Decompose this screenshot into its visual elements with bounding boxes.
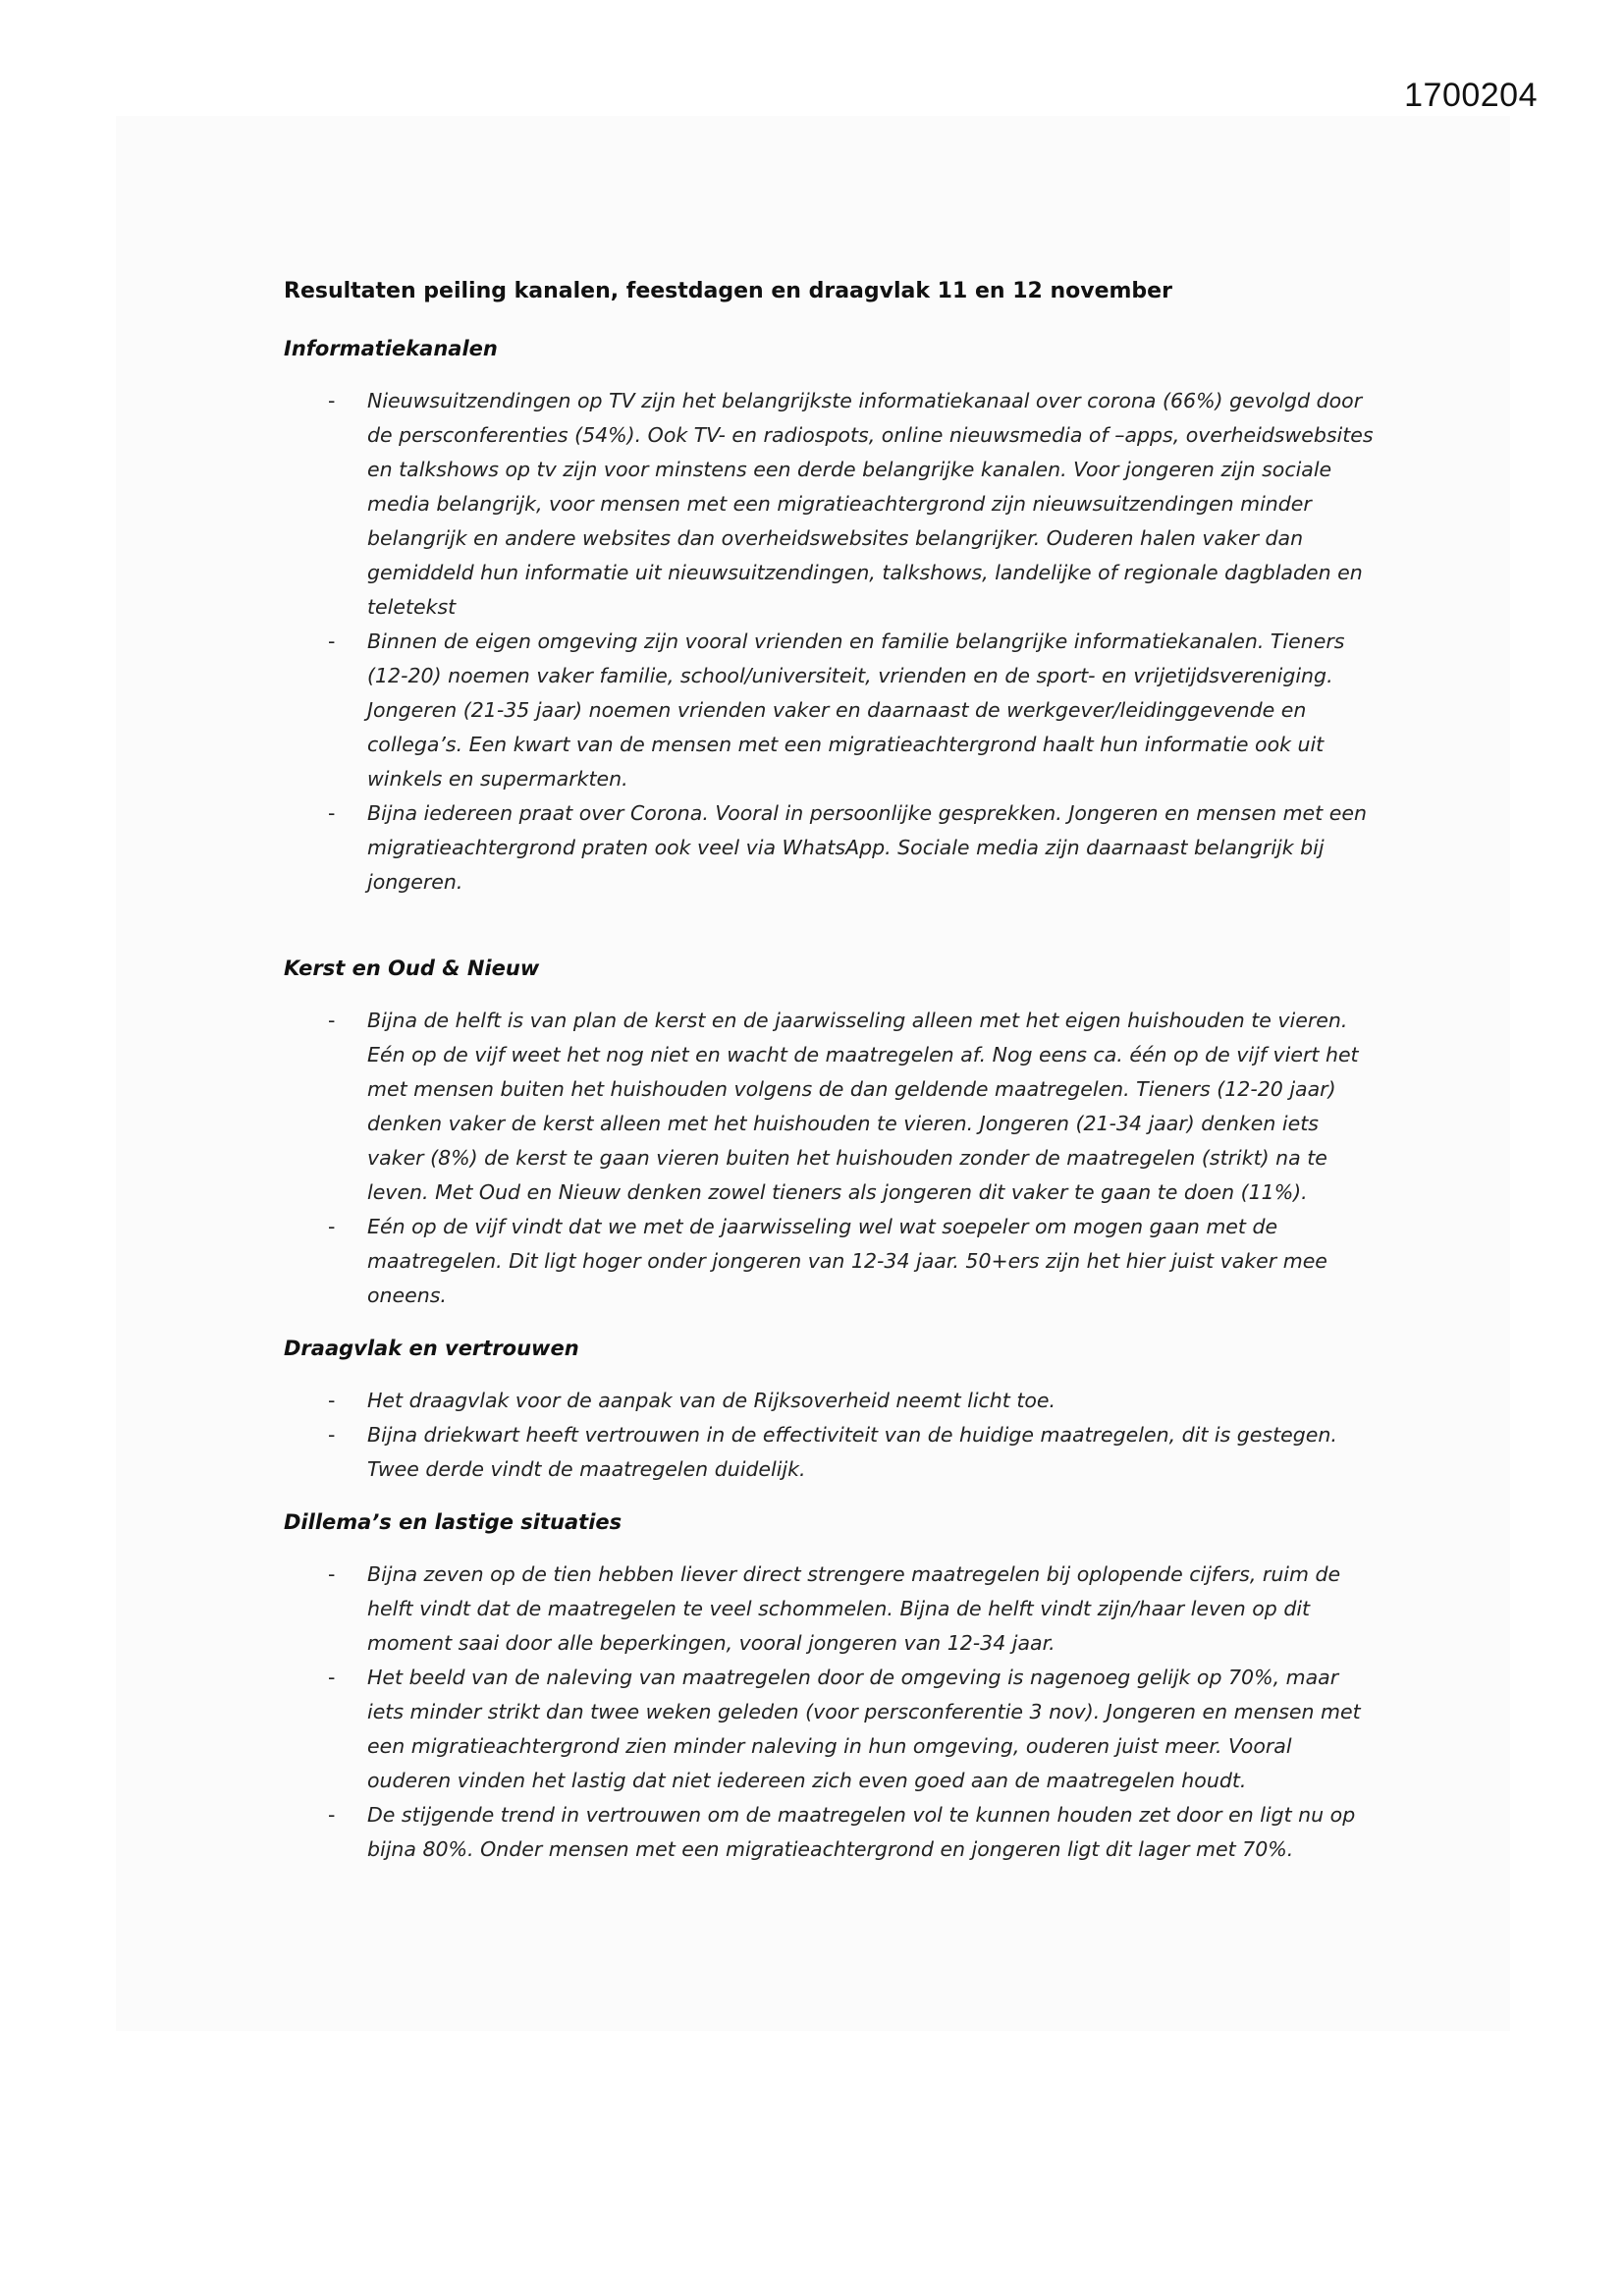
section-heading: Kerst en Oud & Nieuw xyxy=(284,957,540,980)
section-kerst-oud-nieuw xyxy=(284,957,1374,1313)
dash-bullet: - xyxy=(328,629,336,653)
dash-bullet: - xyxy=(328,1389,336,1412)
section-informatiekanalen xyxy=(284,337,1374,900)
list-item xyxy=(284,384,1374,625)
section-draagvlak xyxy=(284,1337,1374,1487)
dash-bullet: - xyxy=(328,1215,336,1238)
bullet-list xyxy=(284,1004,1374,1313)
document-title: Resultaten peiling kanalen, feestdagen en draagvlak 11 en 12 november xyxy=(284,279,1172,303)
section-heading: Informatiekanalen xyxy=(284,337,498,360)
dash-bullet: - xyxy=(328,1009,336,1032)
list-item-text: Bijna de helft is van plan de kerst en de jaarwisseling alleen met het eigen huishouden te vieren. Eén op de vijf weet het nog niet en wacht de maatregelen af. Nog eens ca. één op de vijf viert het met mensen buiten het huishouden volgens de dan geldende maatregelen. Tieners (12-20 jaar) denken vaker de kerst alleen met het huishouden te vieren. Jongeren (21-34 jaar) denken iets vaker (8%) de kerst te gaan vieren buiten het huishouden zonder de maatregelen (strikt) na te leven. Met Oud en Nieuw denken zowel tieners als jongeren dit vaker te gaan te doen (11%). xyxy=(367,1009,1359,1204)
dash-bullet: - xyxy=(328,1666,336,1689)
section-dilemmas xyxy=(284,1510,1374,1867)
document-number: 1700204 xyxy=(1404,77,1538,114)
spacer xyxy=(284,1487,1374,1510)
section-heading: Dillema’s en lastige situaties xyxy=(284,1510,623,1534)
spacer xyxy=(284,1313,1374,1337)
dash-bullet: - xyxy=(328,1562,336,1586)
dash-bullet: - xyxy=(328,801,336,825)
bullet-list xyxy=(284,1558,1374,1867)
list-item-text: De stijgende trend in vertrouwen om de maatregelen vol te kunnen houden zet door en ligt nu op bijna 80%. Onder mensen met een migratieachtergrond en jongeren ligt dit lager met 70%. xyxy=(367,1803,1356,1861)
list-item xyxy=(284,1004,1374,1210)
bullet-list xyxy=(284,384,1374,900)
list-item xyxy=(284,1418,1374,1487)
dash-bullet: - xyxy=(328,1803,336,1827)
list-item-text: Bijna zeven op de tien hebben liever direct strengere maatregelen bij oplopende cijfers, ruim de helft vindt dat de maatregelen te veel schommelen. Bijna de helft vindt zijn/haar leven op dit moment saai door alle beperkingen, vooral jongeren van 12-34 jaar. xyxy=(367,1562,1341,1655)
list-item xyxy=(284,1384,1374,1418)
section-heading: Draagvlak en vertrouwen xyxy=(284,1337,579,1360)
list-item xyxy=(284,1661,1374,1798)
list-item xyxy=(284,625,1374,796)
dash-bullet: - xyxy=(328,1423,336,1447)
list-item-text: Eén op de vijf vindt dat we met de jaarwisseling wel wat soepeler om mogen gaan met de maatregelen. Dit ligt hoger onder jongeren van 12-34 jaar. 50+ers zijn het hier juist vaker mee oneens. xyxy=(367,1215,1327,1307)
list-item xyxy=(284,796,1374,900)
list-item-text: Het beeld van de naleving van maatregelen door de omgeving is nagenoeg gelijk op 70%, maar iets minder strikt dan twee weken geleden (voor persconferentie 3 nov). Jongeren en mensen met een migratieachtergrond zien minder naleving in hun omgeving, ouderen juist meer. Vooral ouderen vinden het lastig dat niet iedereen zich even goed aan de maatregelen houdt. xyxy=(367,1666,1361,1792)
list-item-text: Bijna iedereen praat over Corona. Vooral in persoonlijke gesprekken. Jongeren en mensen met een migratieachtergrond praten ook veel via WhatsApp. Sociale media zijn daarnaast belangrijk bij jongeren. xyxy=(367,801,1367,894)
list-item-text: Het draagvlak voor de aanpak van de Rijksoverheid neemt licht toe. xyxy=(367,1389,1056,1412)
dash-bullet: - xyxy=(328,389,336,412)
list-item xyxy=(284,1210,1374,1313)
document-body xyxy=(284,279,1374,1867)
list-item xyxy=(284,1558,1374,1661)
list-item-text: Nieuwsuitzendingen op TV zijn het belangrijkste informatiekanaal over corona (66%) gevolgd door de persconferenties (54%). Ook TV- en radiospots, online nieuwsmedia of –apps, overheidswebsites en talkshows op tv zijn voor minstens een derde belangrijke kanalen. Voor jongeren zijn sociale media belangrijk, voor mensen met een migratieachtergrond zijn nieuwsuitzendingen minder belangrijk en andere websites dan overheidswebsites belangrijker. Ouderen halen vaker dan gemiddeld hun informatie uit nieuwsuitzendingen, talkshows, landelijke of regionale dagbladen en teletekst xyxy=(367,389,1374,619)
bullet-list xyxy=(284,1384,1374,1487)
spacer xyxy=(284,900,1374,957)
list-item xyxy=(284,1798,1374,1867)
list-item-text: Binnen de eigen omgeving zijn vooral vrienden en familie belangrijke informatiekanalen. Tieners (12-20) noemen vaker familie, school/universiteit, vrienden en de sport- en vrijetijdsvereniging. Jongeren (21-35 jaar) noemen vrienden vaker en daarnaast de werkgever/leidinggevende en collega’s. Een kwart van de mensen met een migratieachtergrond haalt hun informatie ook uit winkels en supermarkten. xyxy=(367,629,1345,791)
list-item-text: Bijna driekwart heeft vertrouwen in de effectiviteit van de huidige maatregelen, dit is gestegen. Twee derde vindt de maatregelen duidelijk. xyxy=(367,1423,1337,1481)
